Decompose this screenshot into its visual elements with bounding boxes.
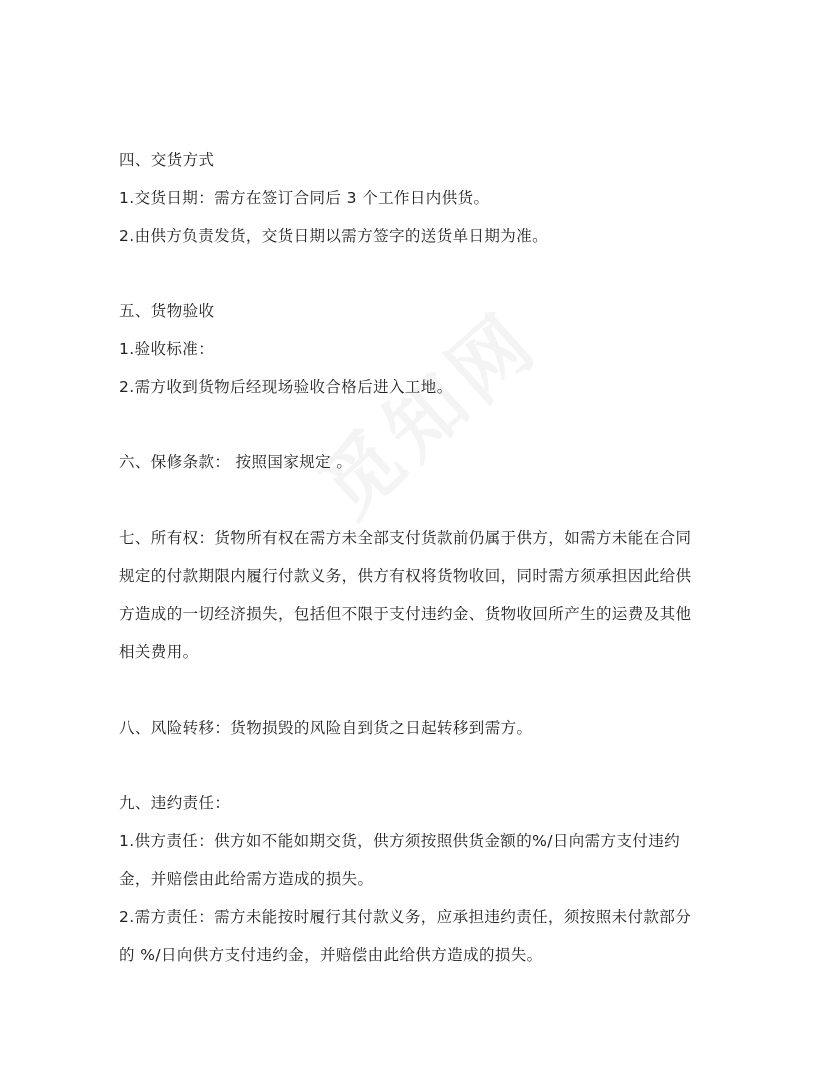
supplier-liability-line-1: 1.供方责任：供方如不能如期交货，供方须按照供货金额的%/日向需方支付违约 xyxy=(119,832,681,850)
delivery-date-clause: 1.交货日期：需方在签订合同后 3 个工作日内供货。 xyxy=(119,189,490,207)
section-ownership-line-3: 方造成的一切经济损失，包括但不限于支付违约金、货物收回所产生的运费及其他 xyxy=(119,605,692,623)
section-heading-liability: 九、违约责任： xyxy=(119,794,231,812)
delivery-shipping-clause: 2.由供方负责发货，交货日期以需方签字的送货单日期为准。 xyxy=(119,227,548,245)
section-ownership-line-2: 规定的付款期限内履行付款义务，供方有权将货物收回，同时需方须承担因此给供 xyxy=(119,567,692,585)
section-heading-inspection: 五、货物验收 xyxy=(119,302,215,320)
section-risk-transfer: 八、风险转移：货物损毁的风险自到货之日起转移到需方。 xyxy=(119,719,533,737)
section-heading-delivery: 四、交货方式 xyxy=(119,151,215,169)
buyer-liability-line-2: 的 %/日向供方支付违约金，并赔偿由此给供方造成的损失。 xyxy=(119,946,543,964)
section-ownership-line-1: 七、所有权：货物所有权在需方未全部支付货款前仍属于供方，如需方未能在合同 xyxy=(119,529,692,547)
supplier-liability-line-2: 金，并赔偿由此给需方造成的损失。 xyxy=(119,870,374,888)
section-warranty: 六、保修条款： 按照国家规定 。 xyxy=(119,453,353,471)
inspection-standard-clause: 1.验收标准： xyxy=(119,340,215,358)
buyer-liability-line-1: 2.需方责任：需方未能按时履行其付款义务，应承担违约责任，须按照未付款部分 xyxy=(119,908,692,926)
inspection-acceptance-clause: 2.需方收到货物后经现场验收合格后进入工地。 xyxy=(119,378,453,396)
section-ownership-line-4: 相关费用。 xyxy=(119,643,199,661)
